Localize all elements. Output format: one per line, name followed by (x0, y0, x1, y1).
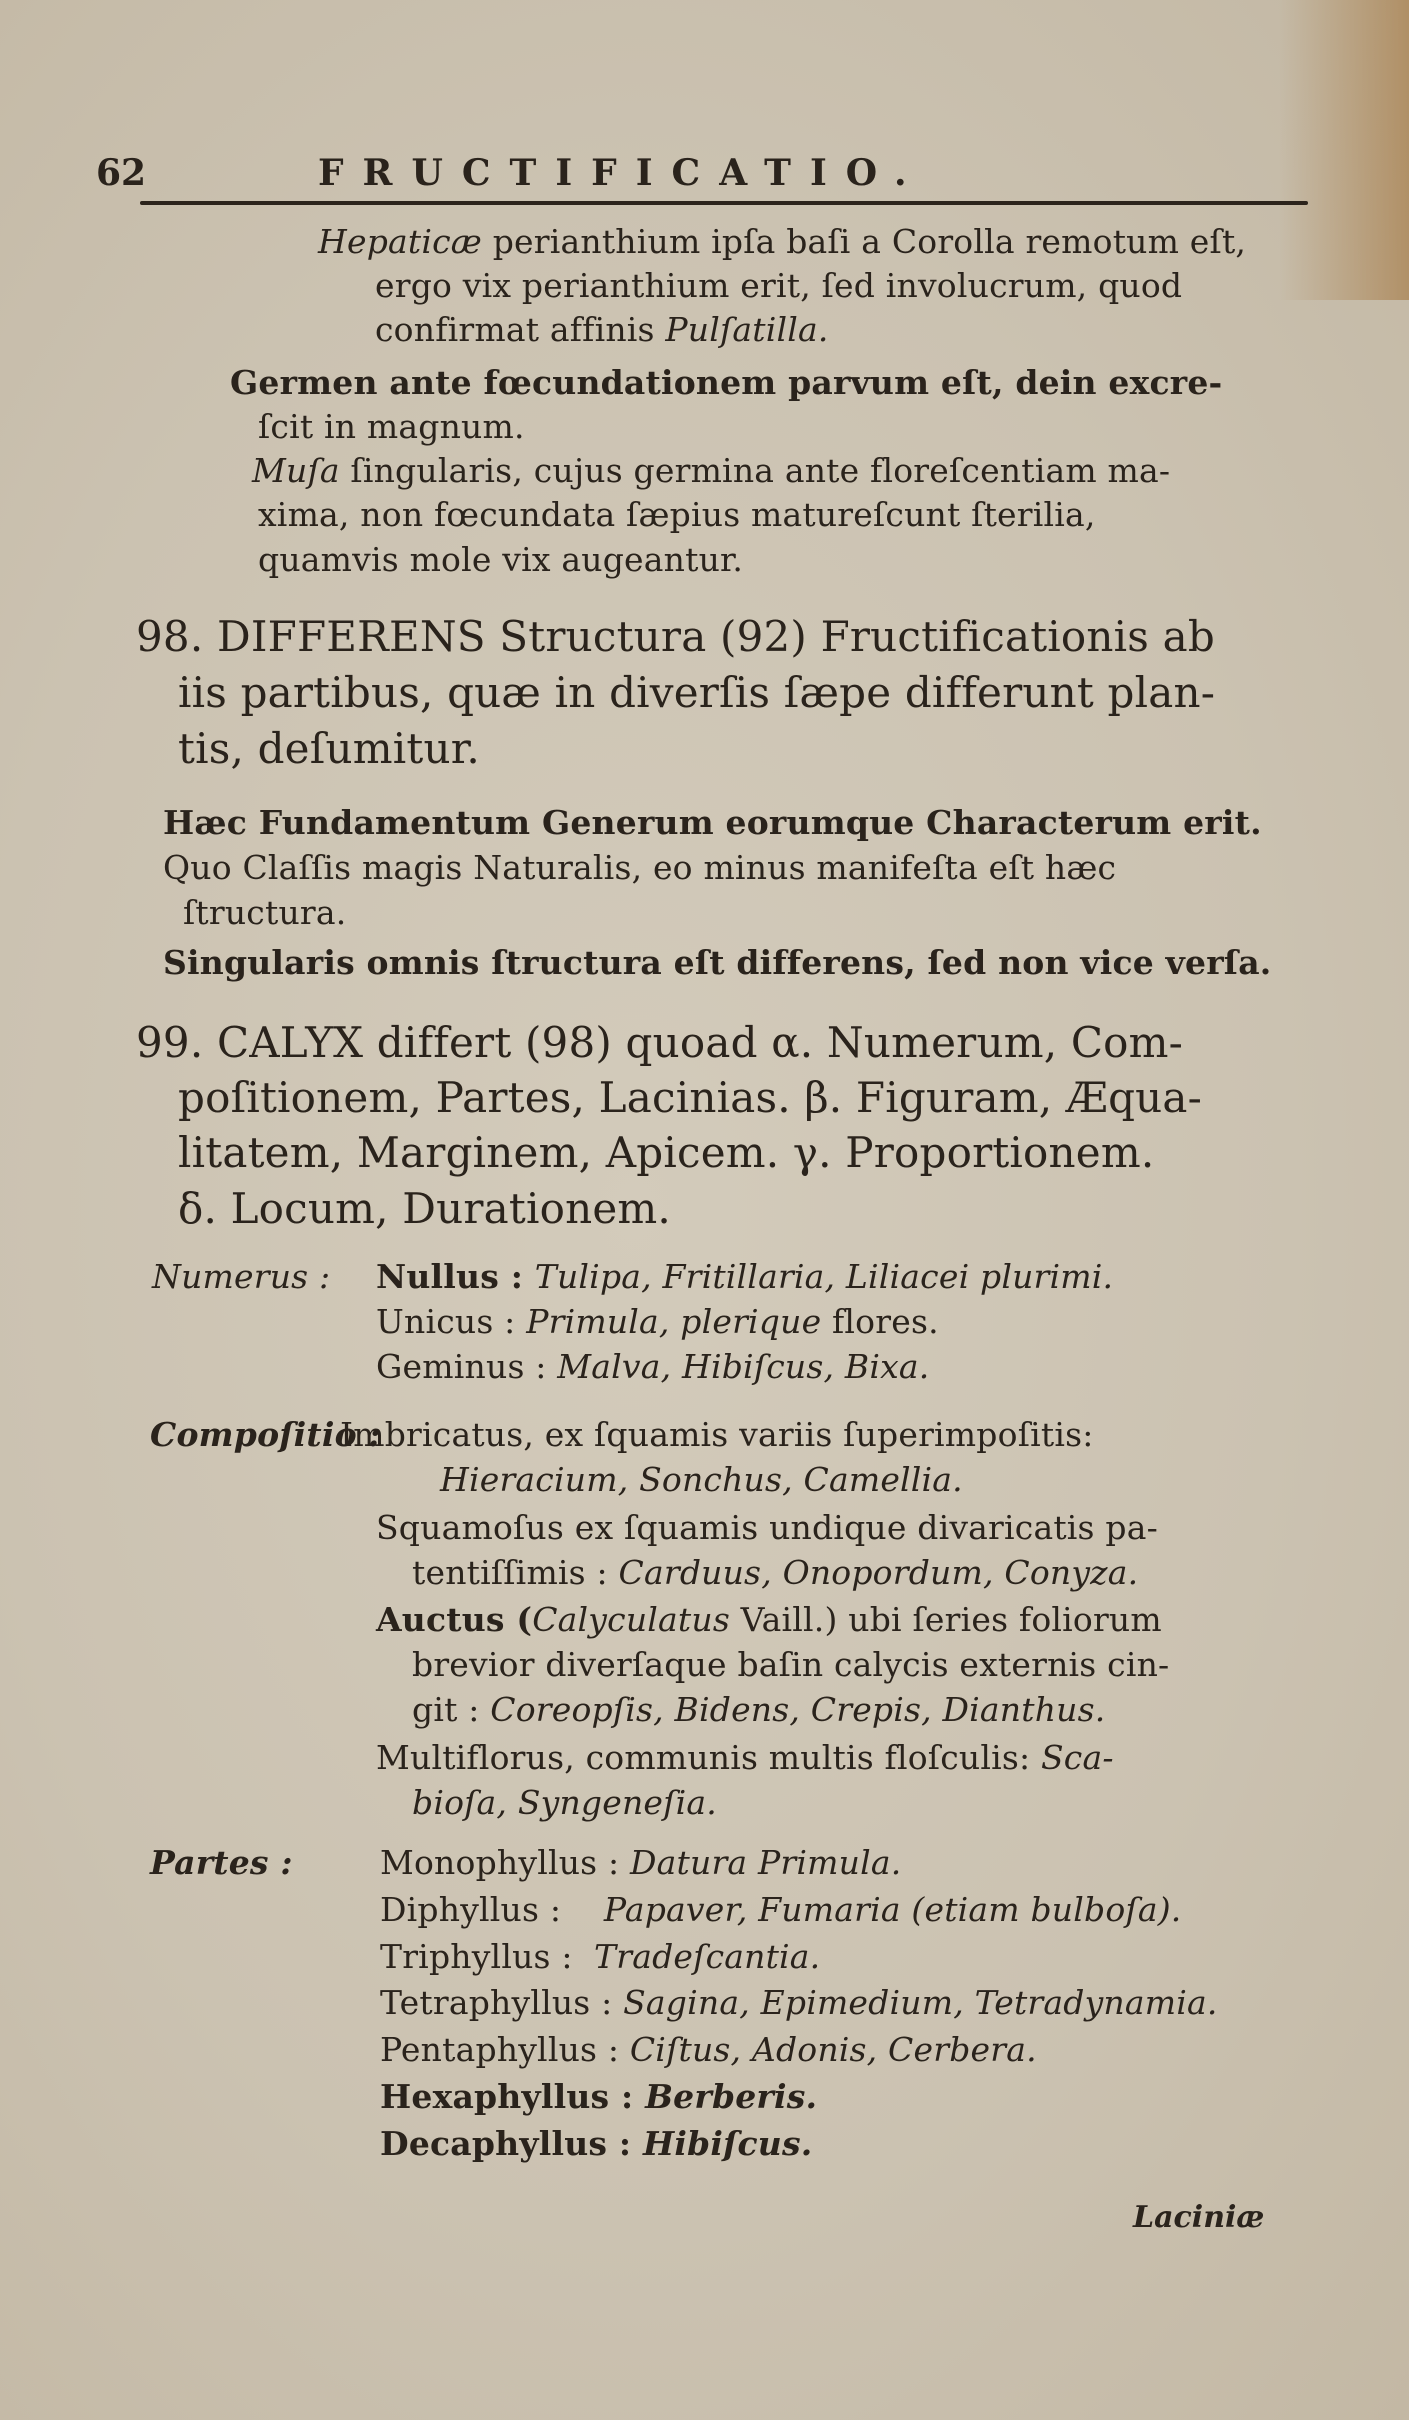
part-name: Hexaphyllus : (380, 2077, 646, 2116)
numerus-label: Numerus : (152, 1257, 331, 1296)
text-line (376, 1600, 1162, 1640)
page-stain (1279, 0, 1409, 300)
text-line: Quo Claſſis magis Naturalis, eo minus manifeſta eſt hæc (163, 848, 1117, 887)
italic-term: Tulipa, Fritillaria, Liliacei plurimi. (534, 1257, 1114, 1296)
italic-term: Sca- (1041, 1738, 1114, 1777)
text-line: bioſa, Syngeneſia. (412, 1783, 717, 1822)
text-span: flores. (821, 1302, 939, 1341)
text-line: ergo vix perianthium erit, ſed involucrum, quod (375, 266, 1183, 305)
section-98-heading: 98. DIFFERENS Structura (92) Fructificationis ab (136, 612, 1215, 661)
text-line (412, 1553, 1138, 1593)
text-line: δ. Locum, Durationem. (178, 1184, 671, 1233)
part-name: Decaphyllus : (380, 2124, 643, 2163)
italic-term: Primula, plerique (526, 1302, 822, 1341)
text-line: xima, non fœcundata ſæpius matureſcunt ſterilia, (258, 495, 1096, 534)
page-number: 62 (96, 152, 147, 194)
italic-term: Coreopſis, Bidens, Crepis, Dianthus. (490, 1690, 1106, 1729)
text-line: Germen ante fœcundationem parvum eſt, dein excre- (230, 363, 1223, 402)
part-name: Monophyllus : (380, 1843, 630, 1882)
text-line: quamvis mole vix augeantur. (258, 540, 744, 579)
text-span: perianthium ipſa baſi a Corolla remotum eſt, (482, 222, 1247, 261)
partes-row (380, 1890, 1181, 1930)
italic-term: Muſa (252, 451, 340, 490)
text-line: Hieracium, Sonchus, Camellia. (440, 1460, 963, 1499)
text-line (252, 451, 1170, 491)
text-line: brevior diverſaque baſin calycis externis cin- (412, 1645, 1170, 1684)
italic-term: Berberis. (645, 2077, 818, 2116)
text-line (376, 1257, 1113, 1297)
part-name: Triphyllus : (380, 1937, 595, 1976)
italic-term: Calyculatus (532, 1600, 730, 1639)
text-span: Geminus : (376, 1347, 558, 1386)
text-line (375, 310, 829, 350)
text-line: ſcit in magnum. (258, 407, 525, 446)
section-99-heading: 99. CALYX differt (98) quoad α. Numerum, Com- (136, 1018, 1184, 1067)
text-line: ſtructura. (183, 893, 347, 932)
text-span: ſingularis, cujus germina ante floreſcentiam ma- (339, 451, 1171, 490)
part-name: Diphyllus : (380, 1890, 604, 1929)
text-line (318, 222, 1246, 262)
italic-term: Malva, Hibiſcus, Bixa. (557, 1347, 930, 1386)
partes-row (380, 2030, 1037, 2070)
catchword: Laciniæ (1133, 2200, 1265, 2235)
text-line (376, 1347, 929, 1387)
italic-term: Hepaticæ (318, 222, 483, 261)
text-span: Auctus ( (376, 1600, 533, 1639)
italic-term: Ciſtus, Adonis, Cerbera. (629, 2030, 1037, 2069)
text-line (412, 1690, 1105, 1730)
running-title: FRUCTIFICATIO. (318, 152, 926, 194)
partes-row (380, 1843, 901, 1883)
part-name: Pentaphyllus : (380, 2030, 630, 2069)
text-span: tentiſſimis : (412, 1553, 619, 1592)
partes-row (380, 1983, 1218, 2023)
text-span: git : (412, 1690, 491, 1729)
text-span: Multiflorus, communis multis floſculis: (376, 1738, 1041, 1777)
partes-row (380, 1937, 820, 1977)
text-line: Imbricatus, ex ſquamis variis ſuperimpoſitis: (340, 1415, 1094, 1454)
partes-row (380, 2077, 817, 2117)
text-line: poſitionem, Partes, Lacinias. β. Figuram, Æqua- (178, 1073, 1203, 1122)
italic-term: Pulſatilla. (665, 310, 829, 349)
text-line: iis partibus, quæ in diverſis ſæpe differunt plan- (178, 668, 1216, 717)
text-line: tis, deſumitur. (178, 724, 480, 773)
italic-term: Carduus, Onopordum, Conyza. (618, 1553, 1139, 1592)
header-rule (140, 201, 1308, 205)
text-span: confirmat affinis (375, 310, 666, 349)
text-line (376, 1302, 939, 1342)
text-line (376, 1738, 1114, 1778)
partes-row (380, 2124, 812, 2164)
italic-term: Papaver, Fumaria (etiam bulboſa). (603, 1890, 1182, 1929)
italic-term: Sagina, Epimedium, Tetradynamia. (623, 1983, 1218, 2022)
part-name: Tetraphyllus : (380, 1983, 624, 2022)
italic-term: Hibiſcus. (642, 2124, 813, 2163)
italic-term: Datura Primula. (630, 1843, 902, 1882)
italic-term: Tradeſcantia. (594, 1937, 821, 1976)
text-line: litatem, Marginem, Apicem. γ. Proportionem. (178, 1128, 1155, 1177)
compositio-label: Compoſitio : (150, 1415, 381, 1454)
text-line: Squamoſus ex ſquamis undique divaricatis pa- (376, 1508, 1158, 1547)
text-span: Unicus : (376, 1302, 527, 1341)
text-span: Vaill.) ubi ſeries foliorum (729, 1600, 1162, 1639)
text-line: Singularis omnis ſtructura eſt differens, ſed non vice verſa. (163, 943, 1272, 982)
text-span: Nullus : (376, 1257, 535, 1296)
text-line: Hæc Fundamentum Generum eorumque Characterum erit. (163, 803, 1262, 842)
partes-label: Partes : (150, 1843, 293, 1882)
